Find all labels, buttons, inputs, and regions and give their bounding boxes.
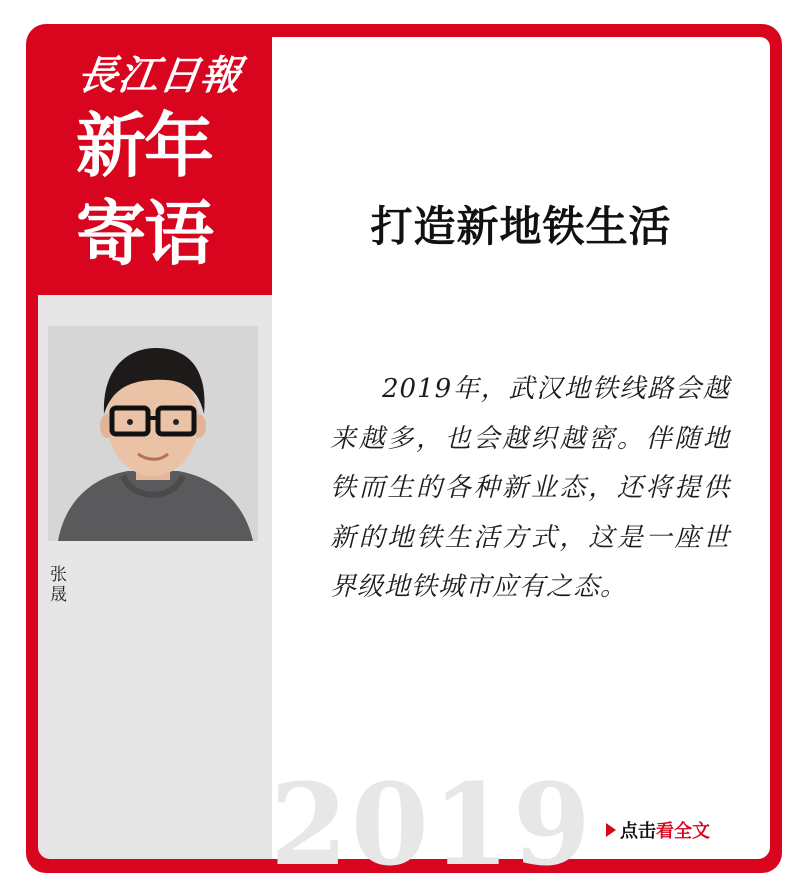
read-full-article-link[interactable] (606, 817, 710, 843)
read-more-highlight: 看全文 (656, 821, 710, 842)
read-more-prefix: 点击 (620, 821, 656, 842)
article-body: 2019年，武汉地铁线路会越来越多，也会越织越密。伴随地铁而生的各种新业态，还将提供新的地铁生活方式，这是一座世界级地铁城市应有之态。 (330, 374, 730, 602)
article-headline: 打造新地铁生活 (370, 202, 672, 251)
author-name: 张晟 (50, 565, 67, 605)
section-title-line1: 新年 (76, 104, 212, 187)
background-year-watermark: 2019 (270, 760, 594, 891)
content-panel (272, 37, 770, 859)
author-photo (48, 326, 258, 541)
newspaper-logo: 長江日報 (74, 52, 245, 99)
section-title-line2: 寄语 (76, 192, 212, 275)
person-portrait-icon (48, 326, 258, 541)
play-triangle-icon (606, 823, 616, 837)
